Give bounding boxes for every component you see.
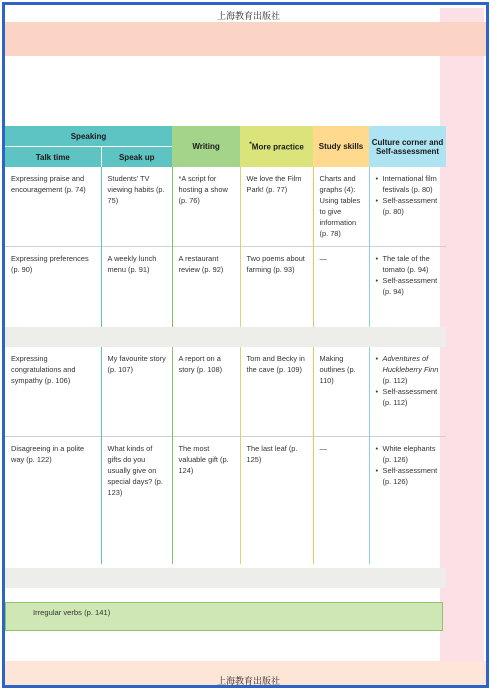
culture-cell: [369, 246, 446, 327]
study-skills-cell: Charts and graphs (4): Using tables to give information (p. 78): [313, 167, 369, 246]
talk-time-cell: Expressing preferences (p. 90): [5, 246, 101, 327]
culture-item: • Self-assessment (p. 94): [383, 275, 443, 297]
culture-item: [383, 353, 443, 386]
talk-time-cell: Expressing congratulations and sympathy (p. 106): [5, 347, 101, 436]
header-culture-corner: Culture corner and Self-assessment: [369, 126, 446, 167]
study-skills-cell: —: [313, 436, 369, 564]
talk-time-cell: Disagreeing in a polite way (p. 122): [5, 436, 101, 564]
writing-cell: *A script for hosting a show (p. 76): [172, 167, 240, 246]
study-skills-cell: —: [313, 246, 369, 327]
publisher-header: 上海教育出版社: [216, 11, 280, 21]
writing-cell: A restaurant review (p. 92): [172, 246, 240, 327]
header-more-practice: [240, 126, 313, 167]
more-practice-label: More practice: [251, 142, 304, 152]
irregular-verbs-bar: Irregular verbs (p. 141): [5, 602, 443, 631]
culture-item: • Self-assessment (p. 126): [383, 465, 443, 487]
more-practice-cell: Tom and Becky in the cave (p. 109): [240, 347, 313, 436]
section-spacer: [5, 327, 446, 347]
culture-cell: [369, 436, 446, 564]
publisher-footer: 上海教育出版社: [216, 676, 280, 686]
culture-book-title: Adventures of Huckleberry Finn: [382, 354, 439, 374]
talk-time-cell: Expressing praise and encouragement (p. 74): [5, 167, 101, 246]
culture-item: • International film festivals (p. 80): [383, 173, 443, 195]
speak-up-cell: What kinds of gifts do you usually give on special days? (p. 123): [101, 436, 172, 564]
culture-book-page: (p. 112): [382, 376, 408, 385]
more-practice-cell: The last leaf (p. 125): [240, 436, 313, 564]
contents-table: [5, 126, 446, 564]
speak-up-cell: A weekly lunch menu (p. 91): [101, 246, 172, 327]
section-spacer-bottom: [5, 568, 446, 588]
more-practice-cell: Two poems about farming (p. 93): [240, 246, 313, 327]
header-talk-time: Talk time: [5, 147, 101, 168]
speak-up-cell: My favourite story (p. 107): [101, 347, 172, 436]
speak-up-cell: Students' TV viewing habits (p. 75): [101, 167, 172, 246]
table-row: [5, 347, 446, 436]
header-writing: Writing: [172, 126, 240, 167]
writing-cell: The most valuable gift (p. 124): [172, 436, 240, 564]
header-speak-up: Speak up: [101, 147, 172, 168]
writing-cell: A report on a story (p. 108): [172, 347, 240, 436]
culture-cell: [369, 167, 446, 246]
table-row: [5, 436, 446, 564]
header-study-skills: Study skills: [313, 126, 369, 167]
culture-item: • The tale of the tomato (p. 94): [383, 253, 443, 275]
header-speaking: Speaking: [5, 126, 172, 147]
culture-item: • Self-assessment (p. 80): [383, 195, 443, 217]
culture-item: • White elephants (p. 126): [383, 443, 443, 465]
table-row: [5, 167, 446, 246]
study-skills-cell: Making outlines (p. 110): [313, 347, 369, 436]
more-practice-cell: We love the Film Park! (p. 77): [240, 167, 313, 246]
table-row: [5, 246, 446, 327]
culture-cell: [369, 347, 446, 436]
culture-item: • Self-assessment (p. 112): [383, 386, 443, 408]
more-practice-star: *: [249, 141, 252, 149]
